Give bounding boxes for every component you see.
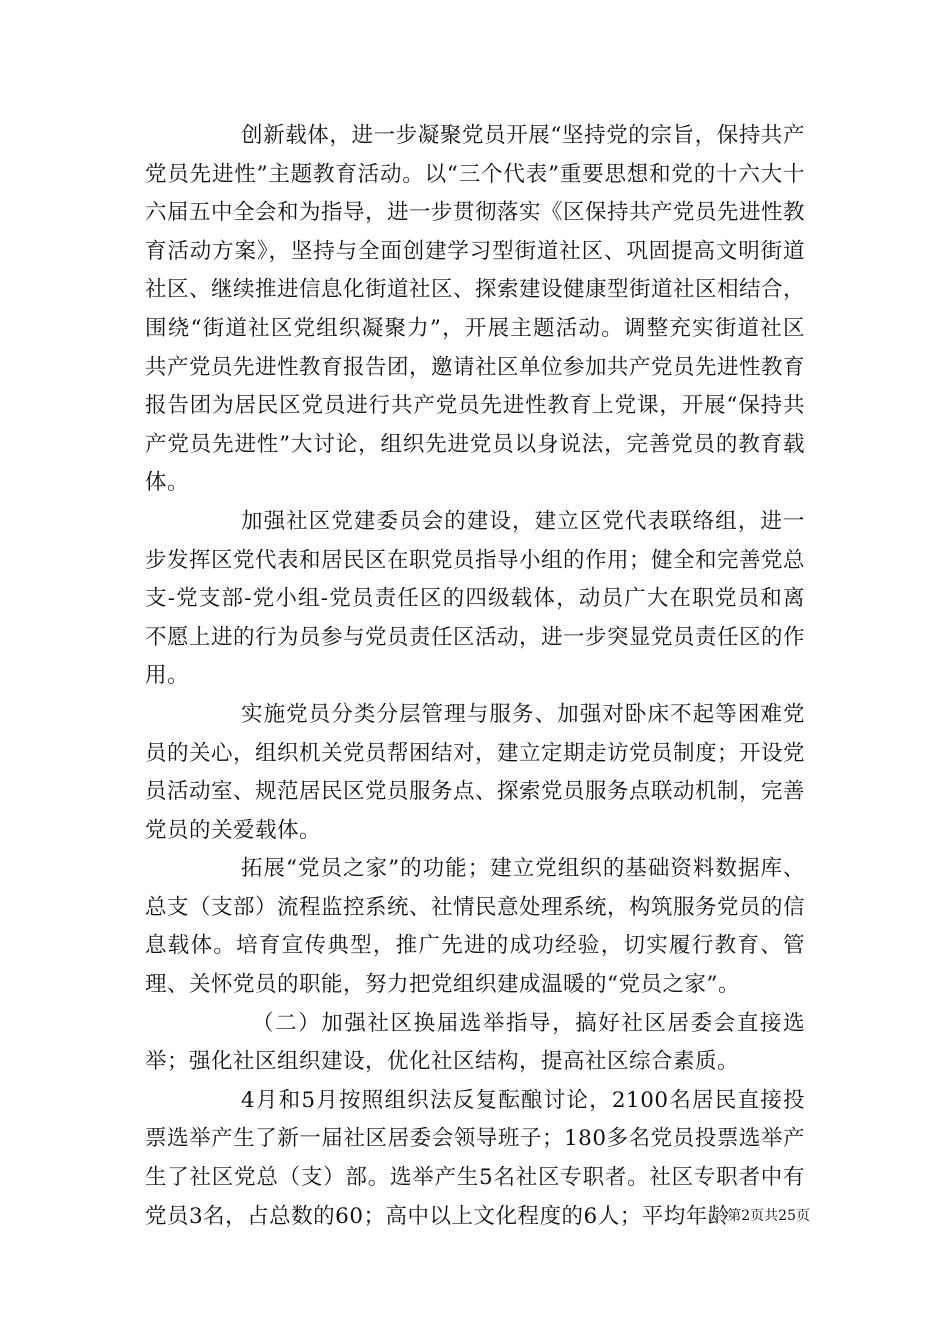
paragraph-member-management: 实施党员分类分层管理与服务、加强对卧床不起等困难党员的关心，组织机关党员帮困结对，建立定期走访党员制度；开设党员活动室、规范居民区党员服务点、探索党员服务点联动机制，完善党员的关爱载体。 <box>145 701 806 843</box>
document-body <box>145 117 805 1236</box>
paragraph-innovation-carrier: 创新载体，进一步凝聚党员开展“坚持党的宗旨，保持共产党员先进性”主题教育活动。以“三个代表”重要思想和党的十六大十六届五中全会和为指导，进一步贯彻落实《区保持共产党员先进性教育活动方案》，坚持与全面创建学习型街道社区、巩固提高文明街道社区、继续推进信息化街道社区、探索建设健康型街道社区相结合，围绕“街道社区党组织凝聚力”，开展主题活动。调整充实街道社区共产党员先进性教育报告团，邀请社区单位参加共产党员先进性教育报告团为居民区党员进行共产党员先进性教育上党课，开展“保持共产党员先进性”大讨论，组织先进党员以身说法，完善党员的教育载体。 <box>145 123 806 496</box>
page-number-footer: 第2页共25页 <box>727 1208 810 1224</box>
paragraph-election-results: 4月和5月按照组织法反复酝酿讨论，2100名居民直接投票选举产生了新一届社区居委会领导班子；180多名党员投票选举产生了社区党总（支）部。选举产生5名社区专职者。社区专职者中有党员3名，占总数的60；高中以上文化程度的6人；平均年龄 <box>145 1087 805 1229</box>
paragraph-party-committee: 加强社区党建委员会的建设，建立区党代表联络组，进一步发挥区党代表和居民区在职党员指导小组的作用；健全和完善党总支-党支部-党小组-党员责任区的四级载体，动员广大在职党员和离不愿上进的行为员参与党员责任区活动，进一步突显党员责任区的作用。 <box>145 508 806 689</box>
paragraph-members-home: 拓展“党员之家”的功能；建立党组织的基础资料数据库、总支（支部）流程监控系统、社情民意处理系统，构筑服务党员的信息载体。培育宣传典型，推广先进的成功经验，切实履行教育、管理、关怀党员的职能，努力把党组织建成温暖的“党员之家”。 <box>145 856 806 998</box>
paragraph-section-two-heading: （二）加强社区换届选举指导，搞好社区居委会直接选举；强化社区组织建设，优化社区结构，提高社区综合素质。 <box>145 1010 805 1075</box>
